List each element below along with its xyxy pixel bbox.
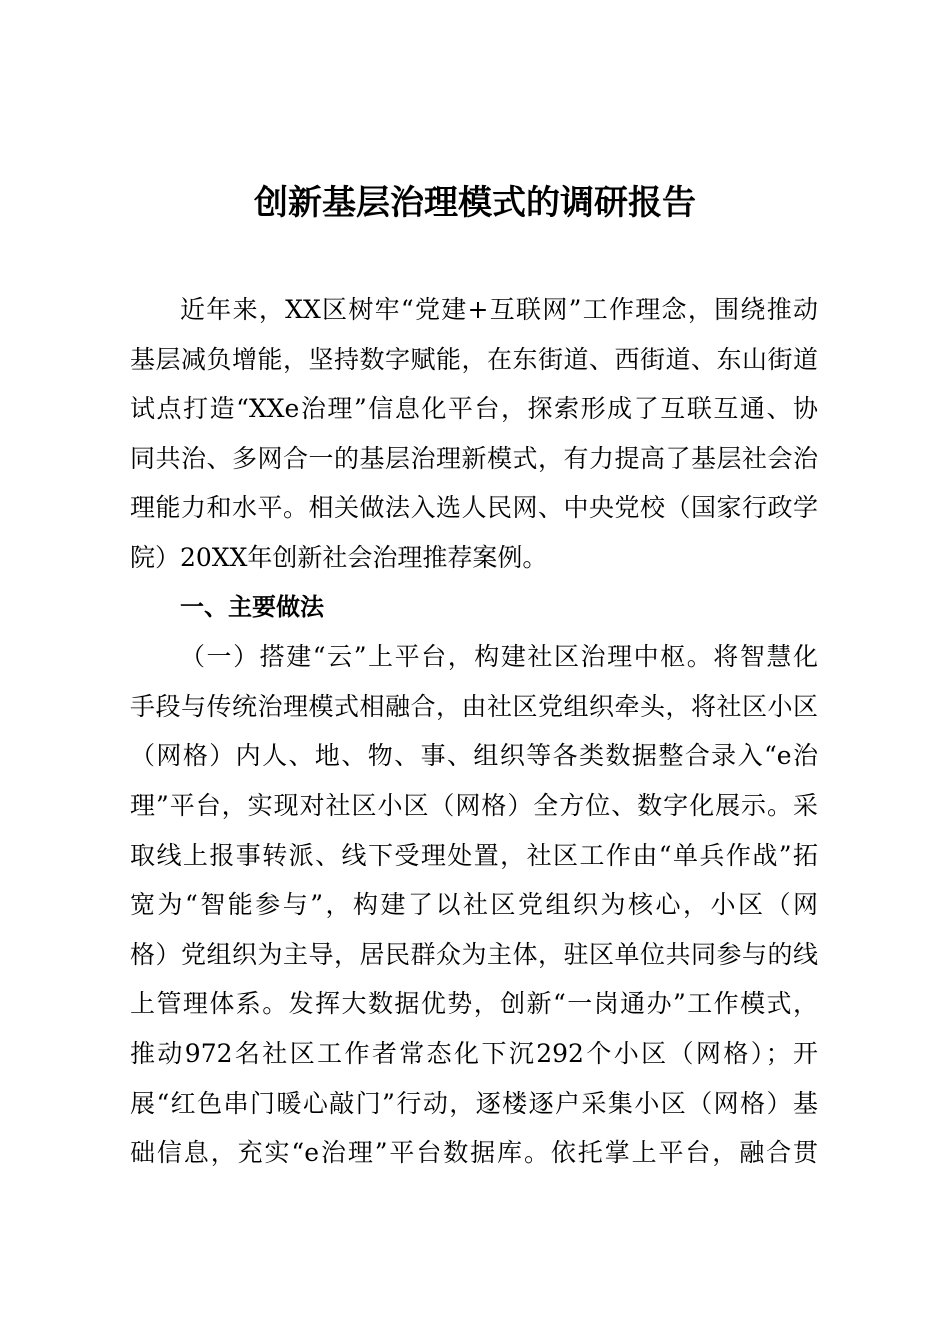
paragraph-line: 院）20XX年创新社会治理推荐案例。 xyxy=(130,542,548,572)
paragraph-line: 同共治、多网合一的基层治理新模式，有力提高了基层社会治 xyxy=(130,443,818,473)
paragraph-line: 试点打造“XXe治理”信息化平台，探索形成了互联互通、协 xyxy=(130,394,818,424)
paragraph-line: 取线上报事转派、线下受理处置，社区工作由“单兵作战”拓 xyxy=(130,840,818,870)
paragraph-line: 手段与传统治理模式相融合，由社区党组织牵头，将社区小区 xyxy=(130,691,818,721)
paragraph-line: 上管理体系。发挥大数据优势，创新“一岗通办”工作模式， xyxy=(130,989,818,1019)
section-heading: 一、主要做法 xyxy=(180,592,324,621)
paragraph-line: 础信息，充实“e治理”平台数据库。依托掌上平台，融合贯 xyxy=(130,1138,818,1168)
paragraph-line: 近年来，XX区树牢“党建+互联网”工作理念，围绕推动 xyxy=(180,295,818,324)
paragraph-line: 基层减负增能，坚持数字赋能，在东街道、西街道、东山街道 xyxy=(130,344,818,374)
document-body xyxy=(130,285,818,1178)
paragraph-line: 展“红色串门暖心敲门”行动，逐楼逐户采集小区（网格）基 xyxy=(130,1088,818,1118)
paragraph-line: 理”平台，实现对社区小区（网格）全方位、数字化展示。采 xyxy=(130,790,818,820)
paragraph-line: 格）党组织为主导，居民群众为主体，驻区单位共同参与的线 xyxy=(130,939,818,969)
document-title: 创新基层治理模式的调研报告 xyxy=(254,183,696,223)
paragraph-line: 理能力和水平。相关做法入选人民网、中央党校（国家行政学 xyxy=(130,493,818,523)
paragraph-line: 宽为“智能参与”，构建了以社区党组织为核心，小区（网 xyxy=(130,890,818,920)
paragraph-line: （网格）内人、地、物、事、组织等各类数据整合录入“e治 xyxy=(130,741,818,771)
paragraph-line: 推动972名社区工作者常态化下沉292个小区（网格）；开 xyxy=(130,1038,818,1068)
paragraph-line: （一）搭建“云”上平台，构建社区治理中枢。将智慧化 xyxy=(180,642,818,672)
